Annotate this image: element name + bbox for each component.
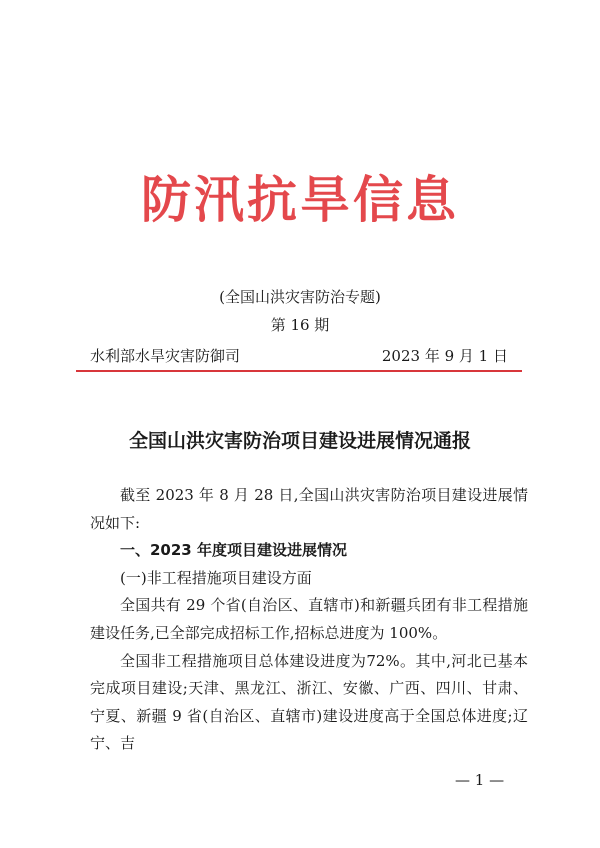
issuer: 水利部水旱灾害防御司 <box>90 347 241 365</box>
masthead-title: 防汛抗旱信息 <box>141 170 459 229</box>
header-rule <box>76 370 522 372</box>
intro-paragraph: 截至 2023 年 8 月 28 日,全国山洪灾害防治项目建设进展情况如下: <box>90 486 528 532</box>
document-title: 全国山洪灾害防治项目建设进展情况通报 <box>128 430 471 452</box>
subtitle: (全国山洪灾害防治专题) <box>219 288 381 306</box>
subsection-heading: (一)非工程措施项目建设方面 <box>120 568 312 587</box>
document-body <box>90 482 528 758</box>
paragraph-tendering: 全国共有 29 个省(自治区、直辖市)和新疆兵团有非工程措施建设任务,已全部完成招标工作,招标总进度为 100%。 <box>90 596 528 642</box>
issue-date: 2023 年 9 月 1 日 <box>381 347 508 365</box>
paragraph-progress: 全国非工程措施项目总体建设进度为72%。其中,河北已基本完成项目建设;天津、黑龙江、浙江、安徽、广西、四川、甘肃、宁夏、新疆 9 省(自治区、直辖市)建设进度高于全国总体进度;辽宁、吉 <box>90 651 528 753</box>
section-heading: 一、2023 年度项目建设进展情况 <box>120 541 347 560</box>
page-number: — 1 — <box>455 771 505 789</box>
issue-number: 第 16 期 <box>270 316 330 334</box>
